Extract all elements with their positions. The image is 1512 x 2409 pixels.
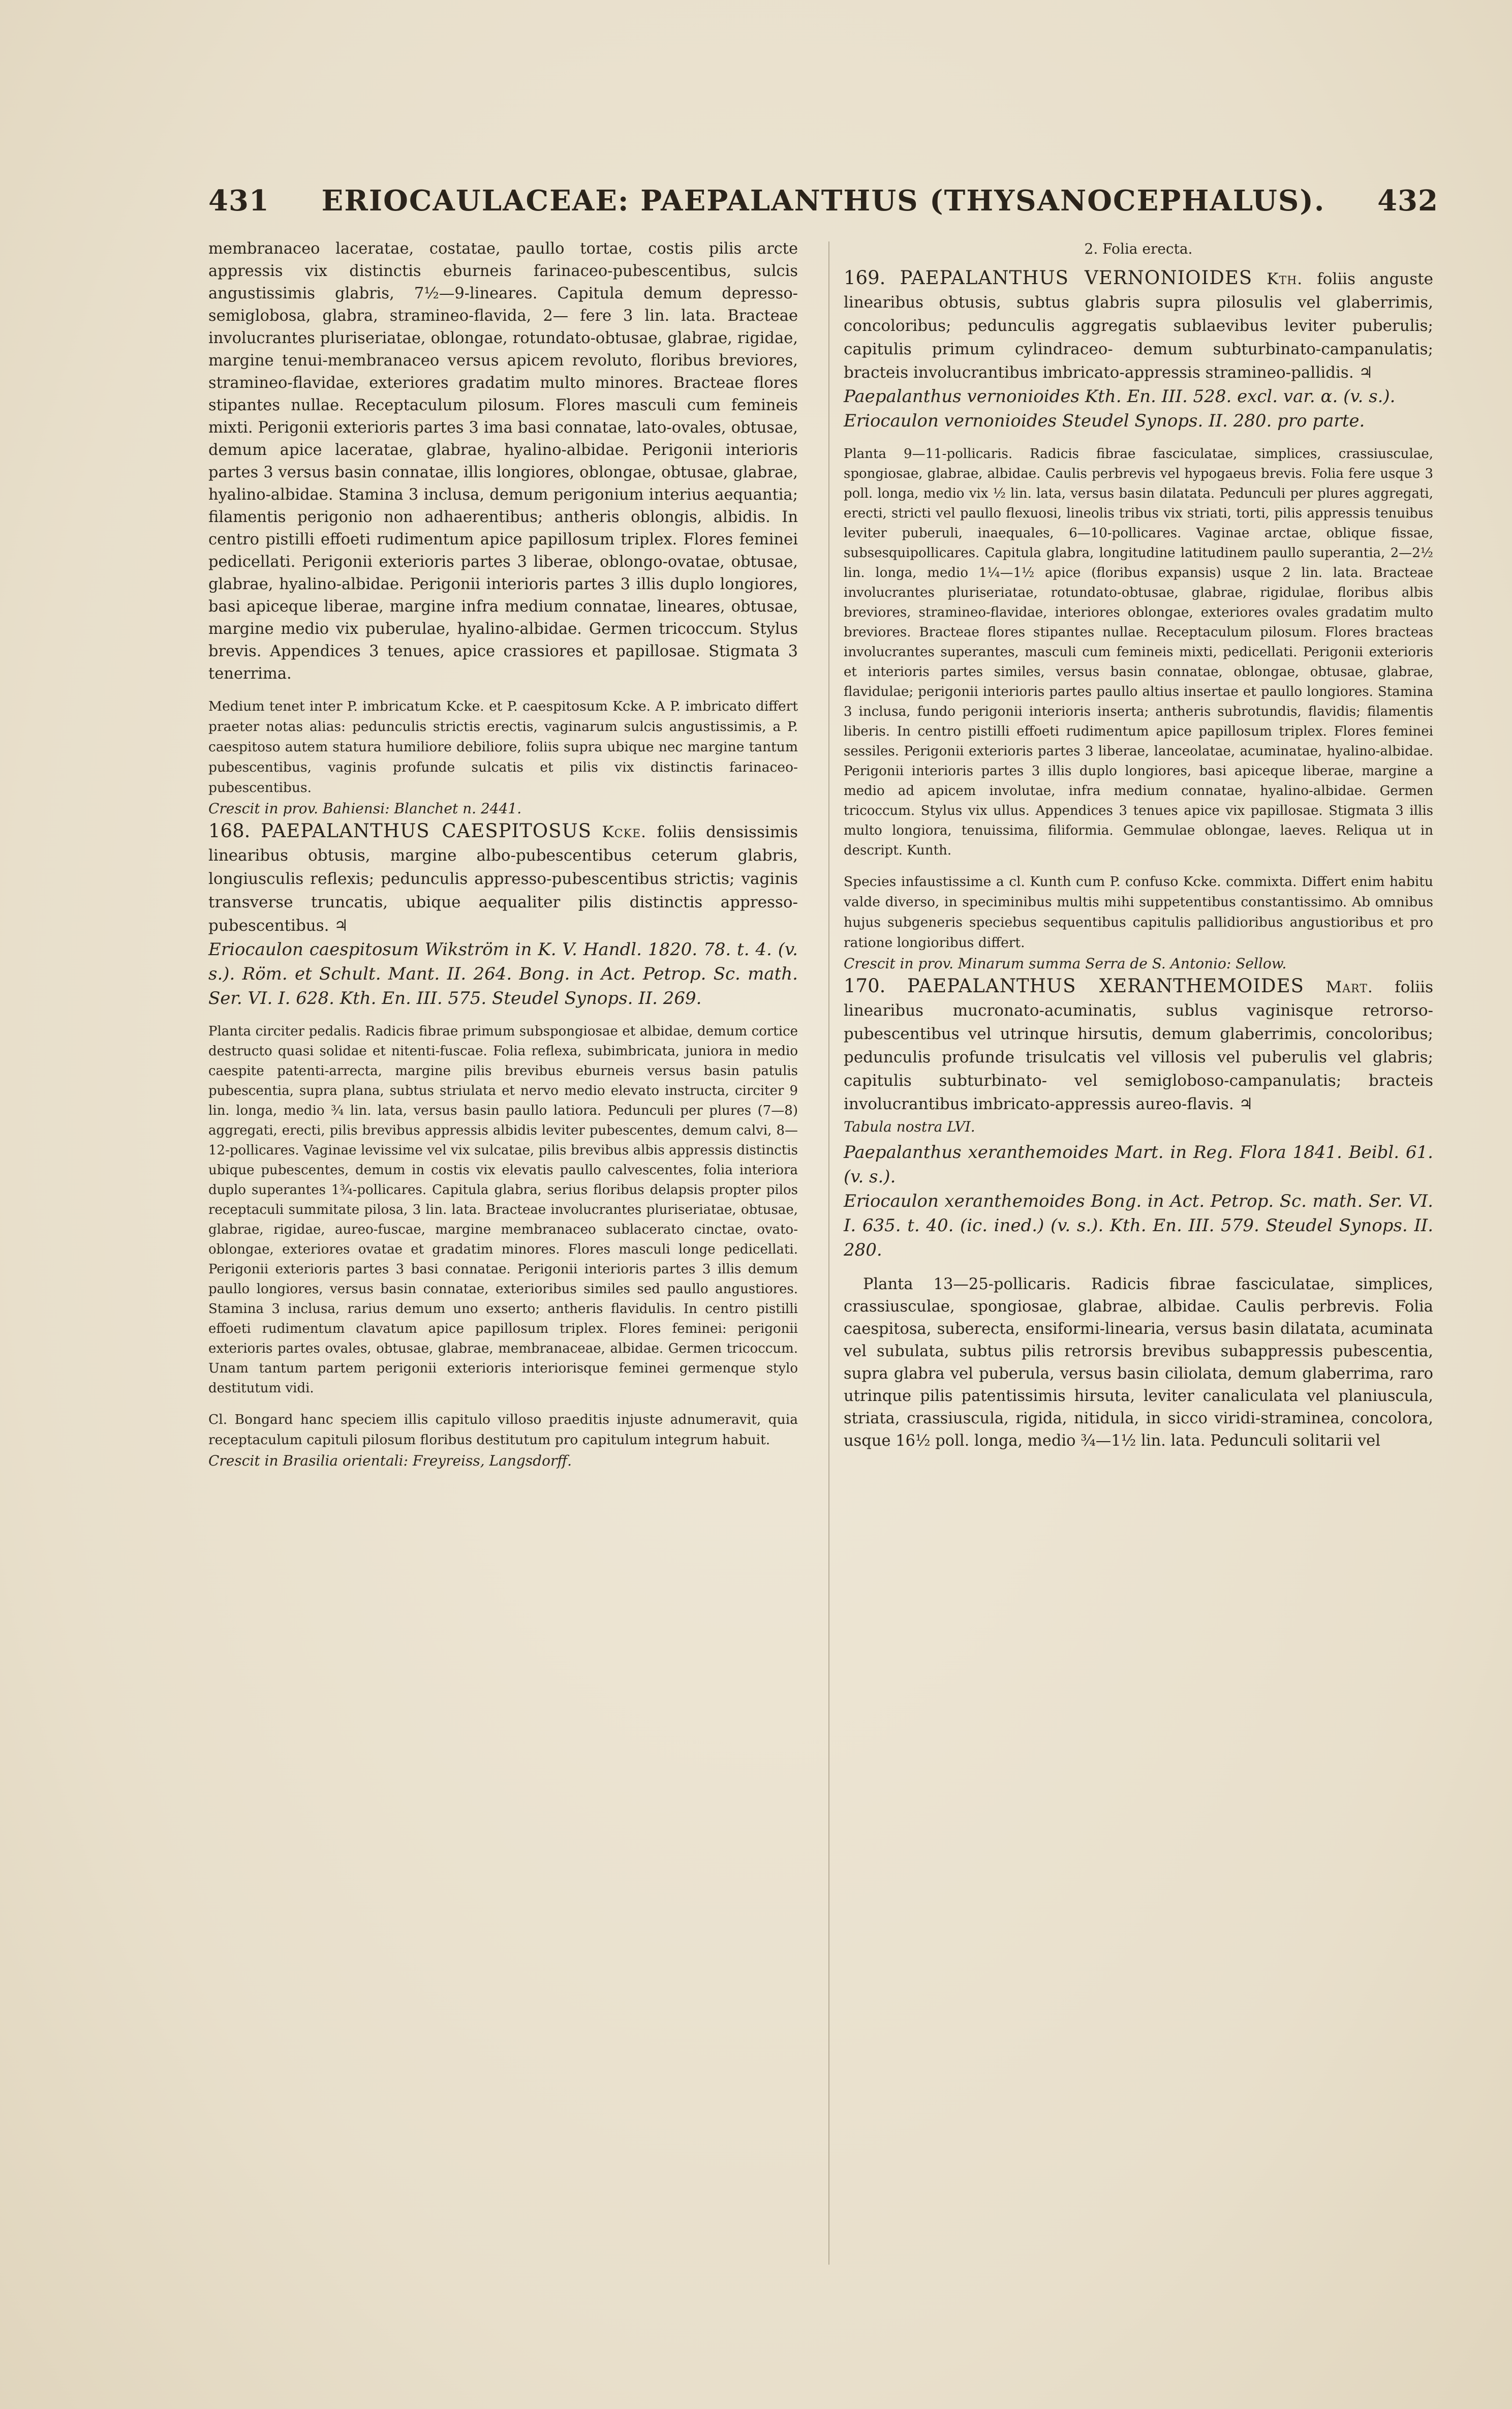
species-number: 169. [844, 267, 886, 289]
species-diagnosis: foliis anguste linearibus obtusis, subtus glabris supra pilosulis vel glaberrimis, concoloribus; pedunculis aggregatis sublaevibus leviter puberulis; capitulis primum cylindraceo- demum subturbinato-campanulatis; bracteis involucrantibus imbricato-appressis stramineo-pallidis. ♃ [844, 270, 1433, 382]
page-header [208, 184, 1438, 230]
subsection-heading: 2. Folia erecta. [1084, 240, 1193, 257]
locality-line: Crescit in Brasilia orientali: Freyreiss, Langsdorff. [208, 1452, 572, 1469]
remark-paragraph: Medium tenet inter P. imbricatum Kcke. et P. caespitosum Kcke. A P. imbricato differt praeter notas alias: pedunculis strictis erectis, vaginarum sulcis angustissimis, a P. caespitoso autem statura humiliore debiliore, foliis supra ubique nec margine tantum pubescentibus, vaginis profunde sulcatis et pilis vix distinctis farinaceo-pubescentibus. [208, 698, 798, 796]
synonym-line: Paepalanthus vernonioides Kth. En. III. 528. excl. var. α. (v. s.). [844, 386, 1396, 407]
synonym-line: Eriocaulon vernonioides Steudel Synops. II. 280. pro parte. [844, 411, 1365, 431]
description-paragraph: membranaceo laceratae, costatae, paullo tortae, costis pilis arcte appressis vix distinctis eburneis farinaceo-pubescentibus, sulcis angustissimis glabris, 7½—9-lineares. Capitula demum depresso-semiglobosa, glabra, stramineo-flavida, 2— fere 3 lin. lata. Bracteae involucrantes pluriseriatae, oblongae, rotundato-obtusae, glabrae, rigidae, margine tenui-membranaceo versus apicem revoluto, floribus breviores, stramineo-flavidae, exteriores gradatim multo minores. Bracteae flores stipantes nullae. Receptaculum pilosum. Flores masculi cum femineis mixti. Perigonii exterioris partes 3 ima basi connatae, lato-ovales, obtusae, demum apice laceratae, glabrae, hyalino-albidae. Perigonii interioris partes 3 versus basin connatae, illis longiores, oblongae, obtusae, glabrae, hyalino-albidae. Stamina 3 inclusa, demum perigonium interius aequantia; filamentis perigonio non adhaerentibus; antheris oblongis, albidis. In centro pistilli effoeti rudimentum apice papillosum triplex. Flores feminei pedicellati. Perigonii exterioris partes 3 liberae, oblongo-ovatae, obtusae, glabrae, hyalino-albidae. Perigonii interioris partes 3 illis duplo longiores, basi apiceque liberae, margine infra medium connatae, lineares, obtusae, margine medio vix puberulae, hyalino-albidae. Germen tricoccum. Stylus brevis. Appendices 3 tenues, apice crassiores et papillosae. Stigmata 3 tenerrima. [208, 240, 798, 683]
species-number: 168. [208, 820, 251, 842]
species-name: PAEPALANTHUS VERNONIOIDES [900, 267, 1253, 289]
species-heading-169 [844, 266, 1433, 384]
species-description: Planta 13—25-pollicaris. Radicis fibrae fasciculatae, simplices, crassiusculae, spongiosae, glabrae, albidae. Caulis perbrevis. Folia caespitosa, suberecta, ensiformi-linearia, versus basin dilatata, acuminata vel subulata, subtus pilis retrorsis brevibus subappressis pubescentia, supra glabra vel puberula, versus basin ciliolata, demum glaberrima, raro utrinque pilis patentissimis hirsuta, leviter canaliculata vel planiuscula, striata, crassiuscula, rigida, nitidula, in sicco viridi-straminea, concolora, usque 16½ poll. longa, medio ¾—1½ lin. lata. Pedunculi solitarii vel [844, 1275, 1433, 1450]
remark-paragraph: Cl. Bongard hanc speciem illis capitulo villoso praeditis injuste adnumeravit, quia receptaculum capituli pilosum floribus destitutum pro capitulum integrum habuit. [208, 1412, 798, 1448]
species-name: PAEPALANTHUS XERANTHEMOIDES [907, 975, 1304, 997]
synonym-line: Eriocaulon xeranthemoides Bong. in Act. Petrop. Sc. math. Ser. VI. I. 635. t. 40. (ic. ined.) (v. s.). Kth. En. III. 579. Steudel Synops. II. 280. [844, 1191, 1433, 1260]
remark-paragraph: Species infaustissime a cl. Kunth cum P. confuso Kcke. commixta. Differt enim habitu valde diverso, in speciminibus multis mihi suppetentibus constantissimo. Ab omnibus hujus subgeneris speciebus sequentibus capitulis pallidioribus angustioribus et pro ratione longioribus differt. [844, 874, 1433, 951]
species-author: Kcke. [602, 823, 646, 841]
species-diagnosis: foliis densissimis linearibus obtusis, margine albo-pubescentibus ceterum glabris, longiusculis reflexis; pedunculis appresso-pubescentibus strictis; vaginis transverse truncatis, ubique aequaliter pilis distinctis appresso-pubescentibus. ♃ [208, 823, 798, 935]
page-number-left: 431 [208, 184, 269, 218]
locality-line: Crescit in prov. Minarum summa Serra de S. Antonio: Sellow. [844, 955, 1287, 972]
species-description: Planta 9—11-pollicaris. Radicis fibrae fasciculatae, simplices, crassiusculae, spongiosae, glabrae, albidae. Caulis perbrevis vel hypogaeus brevis. Folia fere usque 3 poll. longa, medio vix ½ lin. lata, versus basin dilatata. Pedunculi per plures aggregati, erecti, stricti vel paullo flexuosi, lineolis tribus vix striati, torti, pilis appressis tenuibus leviter puberuli, inaequales, 6—10-pollicares. Vaginae arctae, oblique fissae, subsesquipollicares. Capitula glabra, longitudine latitudinem paullo superantia, 2—2½ lin. longa, medio 1¼—1½ apice (floribus expansis) usque 2 lin. lata. Bracteae involucrantes pluriseriatae, rotundato-obtusae, glabrae, rigidulae, floribus albis breviores, stramineo-flavidae, interiores oblongae, exteriores ovales gradatim multo breviores. Bracteae flores stipantes nullae. Receptaculum pilosum. Flores bracteas involucrantes superantes, masculi cum femineis mixti, pedicellati. Perigonii exterioris et interioris partes similes, versus basin connatae, oblongae, obtusae, glabrae, flavidulae; perigonii interioris partes paullo altius insertae et paullo longiores. Stamina 3 inclusa, fundo perigonii interioris inserta; antheris subrotundis, flavidis; filamentis liberis. In centro pistilli effoeti rudimentum apice papillosum triplex. Flores feminei sessiles. Perigonii exterioris partes 3 liberae, lanceolatae, acuminatae, hyalino-albidae. Perigonii interioris partes 3 illis duplo longiores, basi apiceque liberae, margine a medio ad apicem involutae, infra medium connatae, hyalino-albidae. Germen tricoccum. Stylus vix ullus. Appendices 3 tenues apice vix papillosae. Stigmata 3 illis multo longiora, tenuissima, filiformia. Gemmulae oblongae, laeves. Reliqua ut in descript. Kunth. [844, 446, 1433, 858]
page-number-right: 432 [1377, 184, 1438, 218]
species-description: Planta circiter pedalis. Radicis fibrae primum subspongiosae et albidae, demum cortice destructo quasi solidae et nitenti-fuscae. Folia reflexa, subimbricata, juniora in medio caespite patenti-arrecta, margine pilis brevibus eburneis versus basin patulis pubescentia, supra plana, subtus striulata et nervo medio elevato instructa, circiter 9 lin. longa, medio ¾ lin. lata, versus basin paullo latiora. Pedunculi per plures (7—8) aggregati, erecti, pilis brevibus appressis albidis leviter pubescentes, demum calvi, 8—12-pollicares. Vaginae levissime vel vix sulcatae, pilis brevibus albis appressis distinctis ubique pubescentes, demum in costis vix elevatis paullo calvescentes, folia interiora duplo superantes 1¾-pollicares. Capitula glabra, serius floribus delapsis propter pilos receptaculi summitate pilosa, 3 lin. lata. Bracteae involucrantes pluriseriatae, obtusae, glabrae, rigidae, aureo-fuscae, margine membranaceo sublacerato cinctae, ovato-oblongae, exteriores ovatae et gradatim minores. Flores masculi longe pedicellati. Perigonii exterioris partes 3 basi connatae. Perigonii interioris partes 3 illis demum paullo longiores, versus basin connatae, exterioribus similes sed paullo angustiores. Stamina 3 inclusa, rarius demum uno exserto; antheris flavidulis. In centro pistilli effoeti rudimentum clavatum apice papillosum triplex. Flores feminei: perigonii exterioris partes ovales, obtusae, glabrae, membranaceae, albidae. Germen tricoccum. Unam tantum partem perigonii exterioris interiorisque feminei germenque stylo destitutum vidi. [208, 1024, 798, 1396]
synonym-line: Eriocaulon caespitosum Wikström in K. V. Handl. 1820. 78. t. 4. (v. s.). Röm. et Schult. Mant. II. 264. Bong. in Act. Petrop. Sc. math. Ser. VI. I. 628. Kth. En. III. 575. Steudel Synops. II. 269. [208, 939, 798, 1009]
species-author: Mart. [1325, 978, 1373, 996]
species-number: 170. [844, 975, 886, 997]
synonym-line: Paepalanthus xeranthemoides Mart. in Reg. Flora 1841. Beibl. 61. (v. s.). [844, 1142, 1433, 1187]
right-column [844, 238, 1433, 1452]
species-heading-168 [208, 819, 798, 937]
locality-line: Crescit in prov. Bahiensi: Blanchet n. 2441. [208, 800, 522, 817]
species-heading-170 [844, 974, 1433, 1116]
species-diagnosis: foliis linearibus mucronato-acuminatis, sublus vaginisque retrorso-pubescentibus vel utrinque hirsutis, demum glaberrimis, concoloribus; pedunculis profunde trisulcatis vel villosis vel puberulis vel glabris; capitulis subturbinato- vel semigloboso-campanulatis; bracteis involucrantibus imbricato-appressis aureo-flavis. ♃ [844, 978, 1434, 1113]
species-author: Kth. [1267, 270, 1303, 288]
left-column [208, 238, 798, 1472]
column-divider [828, 241, 829, 2265]
plate-reference: Tabula nostra LVI. [844, 1118, 975, 1135]
species-name: PAEPALANTHUS CAESPITOSUS [261, 820, 592, 842]
running-title: ERIOCAULACEAE: PAEPALANTHUS (THYSANOCEPHALUS). [321, 184, 1325, 218]
